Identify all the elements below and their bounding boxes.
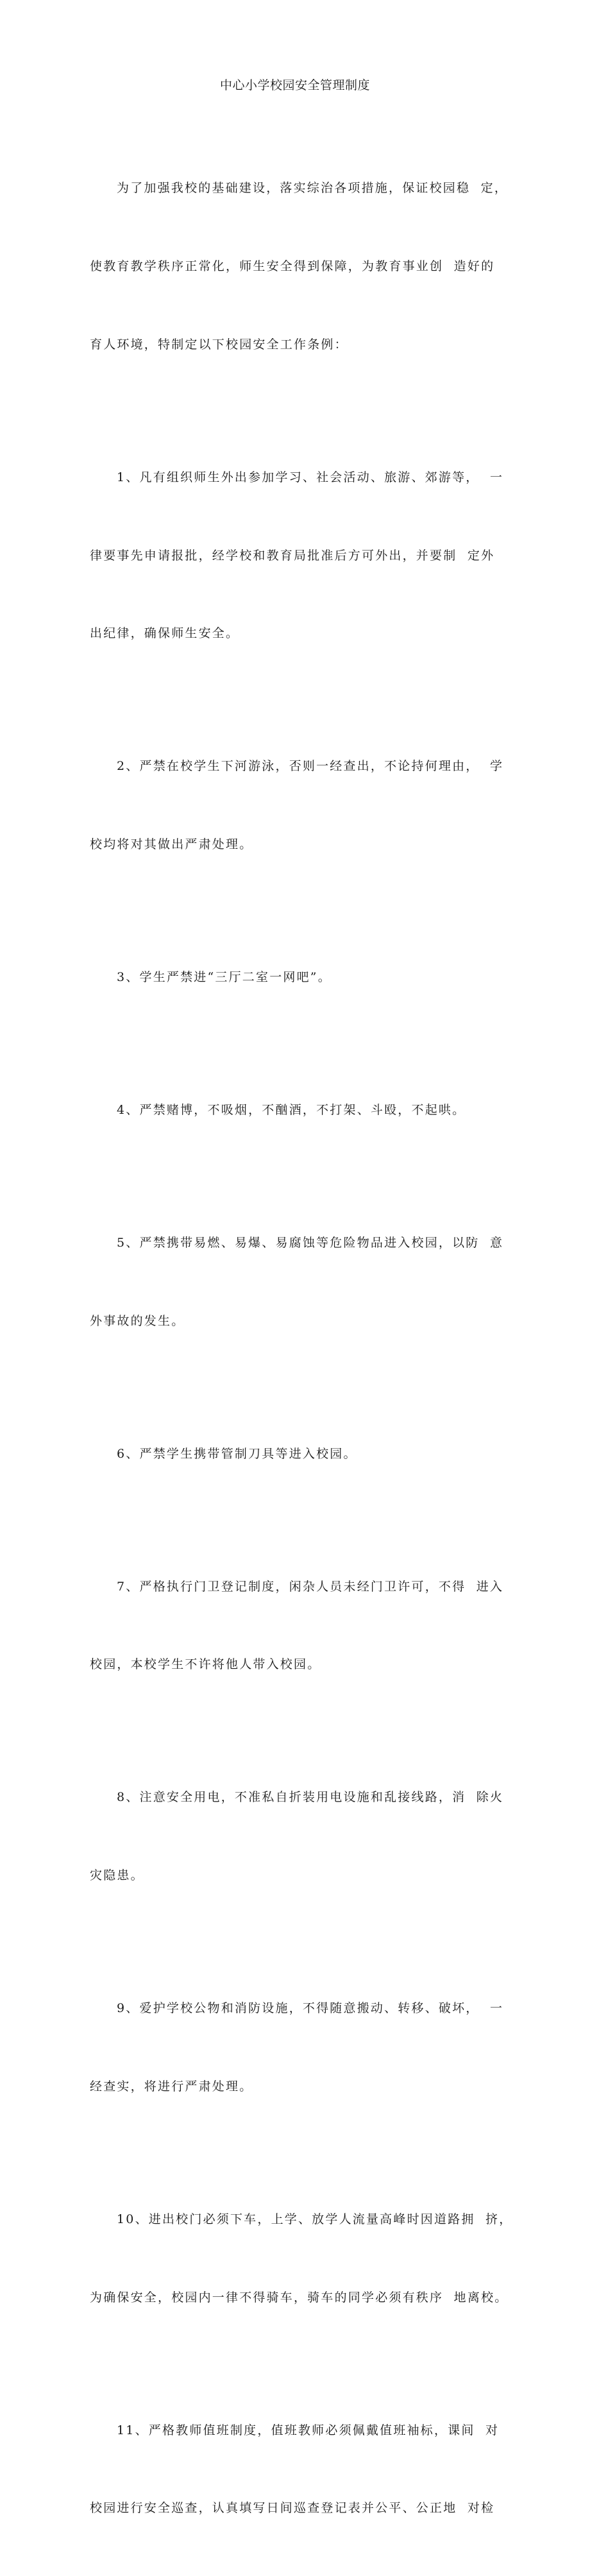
paragraph-item-3 (90, 912, 503, 1043)
text-line: 校园，本校学生不许将他人带入校园。 (90, 1657, 321, 1672)
paragraph-item-11 (90, 2365, 503, 2573)
text-line: 10、进出校门必须下车，上学、放学人流量高峰时因道路拥 挤， (117, 2212, 513, 2226)
text-line: 8、注意安全用电，不准私自折装用电设施和乱接线路，消 除火 (117, 1790, 504, 1805)
text-line: 校均将对其做出严肃处理。 (90, 837, 253, 852)
text-line: 外事故的发生。 (90, 1313, 185, 1328)
paragraph-item-1 (90, 413, 503, 699)
text-line: 2、严禁在校学生下河游泳，否则一经查出，不论持何理由， 学 (117, 759, 504, 774)
text-line: 6、严禁学生携带管制刀具等进入校园。 (117, 1446, 357, 1461)
document-body (90, 123, 513, 2576)
paragraph-item-9 (90, 1943, 503, 2152)
text-line: 为确保安全，校园内一律不得骑车，骑车的同学必须有秩序 地离校。 (90, 2290, 509, 2305)
paragraph-item-8 (90, 1732, 503, 1941)
paragraph-intro (90, 123, 509, 410)
text-line: 1、凡有组织师生外出参加学习、社会活动、旅游、郊游等， 一 (117, 470, 504, 484)
paragraph-item-7 (90, 1521, 503, 1730)
text-line: 4、严禁赌博，不吸烟，不酗酒，不打架、斗殴，不起哄。 (117, 1102, 466, 1117)
paragraph-item-4 (90, 1045, 503, 1175)
text-line: 为了加强我校的基础建设，落实综治各项措施，保证校园稳 定， (117, 181, 509, 196)
text-line: 5、严禁携带易燃、易爆、易腐蚀等危险物品进入校园，以防 意 (117, 1235, 504, 1250)
text-line: 11、严格教师值班制度，值班教师必须佩戴值班袖标，课间 对 (117, 2423, 500, 2437)
text-line: 育人环境，特制定以下校园安全工作条例： (90, 337, 348, 352)
paragraph-item-2 (90, 701, 503, 910)
document-title: 中心小学校园安全管理制度 (219, 78, 370, 92)
text-line: 经查实，将进行严肃处理。 (90, 2079, 253, 2094)
text-line: 3、学生严禁进“三厅二室一网吧”。 (117, 970, 332, 984)
text-line: 9、爱护学校公物和消防设施，不得随意搬动、转移、破坏， 一 (117, 2001, 504, 2016)
paragraph-item-10 (90, 2154, 513, 2363)
text-line: 出纪律，确保师生安全。 (90, 626, 240, 641)
text-line: 7、严格执行门卫登记制度，闲杂人员未经门卫许可，不得 进入 (117, 1579, 504, 1594)
paragraph-item-6 (90, 1389, 503, 1519)
paragraph-item-5 (90, 1178, 503, 1386)
text-line: 灾隐患。 (90, 1868, 144, 1883)
text-line: 校园进行安全巡查，认真填写日间巡查登记表并公平、公正地 对检 (90, 2501, 495, 2516)
text-line: 使教育教学秩序正常化，师生安全得到保障，为教育事业创 造好的 (90, 259, 495, 273)
text-line: 律要事先申请报批，经学校和教育局批准后方可外出，并要制 定外 (90, 548, 495, 563)
